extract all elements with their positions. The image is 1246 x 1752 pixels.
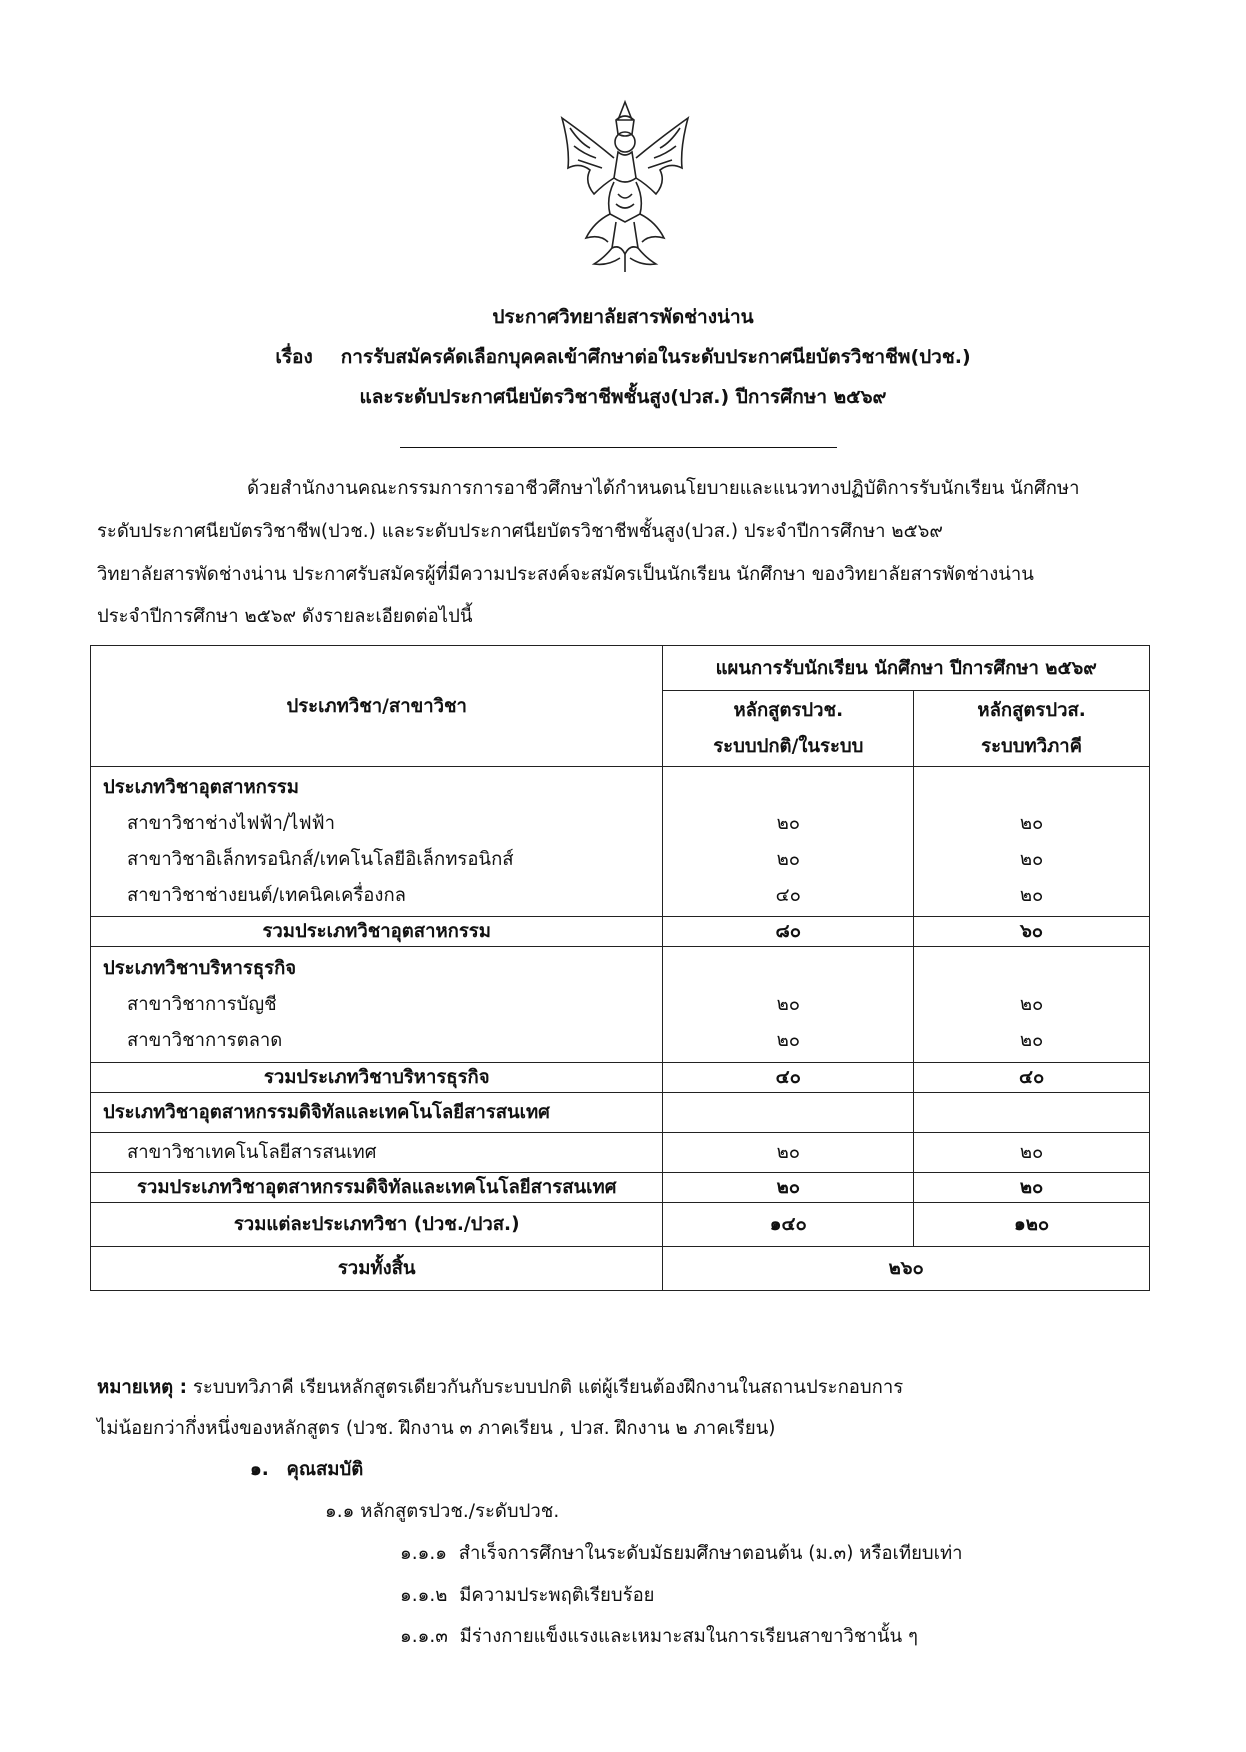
list-item <box>400 1622 918 1651</box>
table-row <box>91 947 1150 1063</box>
col-b-header <box>914 691 1150 767</box>
intro-line-3: วิทยาลัยสารพัดช่างน่าน ประกาศรับสมัครผู้ที่มีความประสงค์จะสมัครเป็นนักเรียน นักศึกษา ของวิทยาลัยสารพัดช่างน่าน <box>97 564 1034 585</box>
col-b-values <box>914 947 1150 1063</box>
table-row <box>91 1133 1150 1173</box>
value-a: ๒๐ <box>776 848 801 870</box>
col-category-header: ประเภทวิชา/สาขาวิชา <box>91 646 663 767</box>
value-b: ๒๐ <box>1019 884 1044 906</box>
total-label: รวมประเภทวิชาอุตสาหกรรม <box>91 917 663 947</box>
subject-line-1 <box>0 342 1246 372</box>
grand-total-value: ๒๖๐ <box>663 1247 1150 1291</box>
intro-text-1: ด้วยสำนักงานคณะกรรมการการอาชีวศึกษาได้กำหนดนโยบายและแนวทางปฏิบัติการรับนักเรียน นักศึกษา <box>247 478 1080 499</box>
value-a: ๔๐ <box>775 884 801 906</box>
col-b-line1: หลักสูตรปวส. <box>977 699 1086 721</box>
total-b: ๒๐ <box>914 1173 1150 1203</box>
title-divider <box>400 447 837 448</box>
group-cell <box>91 767 663 917</box>
col-a-line2: ระบบปกติ/ในระบบ <box>713 735 864 757</box>
item-num: ๑.๑.๓ <box>400 1626 448 1647</box>
value-b: ๒๐ <box>1019 993 1044 1015</box>
table-header-row <box>91 646 1150 691</box>
qualification-heading <box>250 1455 363 1484</box>
empty-cell <box>914 1093 1150 1133</box>
branch-name: สาขาวิชาการบัญชี <box>127 993 277 1015</box>
plan-header: แผนการรับนักเรียน นักศึกษา ปีการศึกษา ๒๕๖๙ <box>663 646 1150 691</box>
intro-line-4: ประจำปีการศึกษา ๒๕๖๙ ดังรายละเอียดต่อไปนี้ <box>97 606 473 627</box>
group-name: ประเภทวิชาอุตสาหกรรมดิจิทัลและเทคโนโลยีสารสนเทศ <box>91 1093 663 1133</box>
table-row-total <box>91 1063 1150 1093</box>
table-row-sum-each <box>91 1203 1150 1247</box>
subject-line-2: และระดับประกาศนียบัตรวิชาชีพชั้นสูง(ปวส.) ปีการศึกษา ๒๕๖๙ <box>359 386 887 408</box>
item-num: ๑.๑.๑ <box>400 1543 447 1564</box>
table-row-total <box>91 1173 1150 1203</box>
intro-line-1 <box>97 470 1197 507</box>
value-a: ๒๐ <box>776 993 801 1015</box>
value-b: ๒๐ <box>1019 1029 1044 1051</box>
grand-total-label: รวมทั้งสิ้น <box>91 1247 663 1291</box>
value-b: ๒๐ <box>1019 848 1044 870</box>
sub-num: ๑.๑ <box>325 1501 355 1522</box>
empty-cell <box>663 1093 914 1133</box>
col-b-values <box>914 767 1150 917</box>
note-label: หมายเหตุ : <box>97 1377 187 1398</box>
group-name: ประเภทวิชาอุตสาหกรรม <box>103 776 299 798</box>
value-b: ๒๐ <box>914 1133 1150 1173</box>
item-num: ๑.๑.๒ <box>400 1585 448 1606</box>
heading-text: คุณสมบัติ <box>286 1459 364 1480</box>
list-item <box>400 1581 655 1610</box>
table-row-total <box>91 917 1150 947</box>
note-text-1: ระบบทวิภาคี เรียนหลักสูตรเดียวกันกับระบบปกติ แต่ผู้เรียนต้องฝึกงานในสถานประกอบการ <box>192 1377 904 1398</box>
subject-text-1: การรับสมัครคัดเลือกบุคคลเข้าศึกษาต่อในระดับประกาศนียบัตรวิชาชีพ(ปวช.) <box>340 346 971 368</box>
sum-each-b: ๑๒๐ <box>914 1203 1150 1247</box>
heading-num: ๑. <box>250 1459 269 1480</box>
total-label: รวมประเภทวิชาอุตสาหกรรมดิจิทัลและเทคโนโลยีสารสนเทศ <box>91 1173 663 1203</box>
list-item <box>400 1539 963 1568</box>
branch-name: สาขาวิชาอิเล็กทรอนิกส์/เทคโนโลยีอิเล็กทรอนิกส์ <box>127 848 514 870</box>
col-a-values <box>663 947 914 1063</box>
group-cell <box>91 947 663 1063</box>
value-a: ๒๐ <box>776 812 801 834</box>
sum-each-a: ๑๔๐ <box>663 1203 914 1247</box>
value-a: ๒๐ <box>663 1133 914 1173</box>
branch-name: สาขาวิชาการตลาด <box>127 1029 283 1051</box>
col-a-line1: หลักสูตรปวช. <box>733 699 844 721</box>
branch-name: สาขาวิชาเทคโนโลยีสารสนเทศ <box>91 1133 663 1173</box>
garuda-emblem-icon <box>550 98 700 276</box>
note-line-2: ไม่น้อยกว่ากึ่งหนึ่งของหลักสูตร (ปวช. ฝึกงาน ๓ ภาคเรียน , ปวส. ฝึกงาน ๒ ภาคเรียน) <box>97 1418 776 1439</box>
col-a-values <box>663 767 914 917</box>
table-row-grand-total <box>91 1247 1150 1291</box>
org-title: ประกาศวิทยาลัยสารพัดช่างน่าน <box>492 306 754 328</box>
total-a: ๒๐ <box>663 1173 914 1203</box>
total-label: รวมประเภทวิชาบริหารธุรกิจ <box>91 1063 663 1093</box>
table-row <box>91 1093 1150 1133</box>
total-a: ๘๐ <box>663 917 914 947</box>
subject-label: เรื่อง <box>275 346 313 368</box>
note-line-1 <box>97 1373 1197 1402</box>
col-a-header <box>663 691 914 767</box>
group-name: ประเภทวิชาบริหารธุรกิจ <box>103 957 297 979</box>
intro-line-2: ระดับประกาศนียบัตรวิชาชีพ(ปวช.) และระดับประกาศนียบัตรวิชาชีพชั้นสูง(ปวส.) ประจำปีการศึกษา ๒๕๖๙ <box>97 521 943 542</box>
total-a: ๔๐ <box>663 1063 914 1093</box>
item-text: มีความประพฤติเรียบร้อย <box>459 1585 655 1606</box>
item-text: มีร่างกายแข็งแรงและเหมาะสมในการเรียนสาขาวิชานั้น ๆ <box>459 1626 918 1647</box>
qualification-sub <box>325 1497 559 1526</box>
value-b: ๒๐ <box>1019 812 1044 834</box>
sum-each-label: รวมแต่ละประเภทวิชา (ปวช./ปวส.) <box>91 1203 663 1247</box>
branch-name: สาขาวิชาช่างไฟฟ้า/ไฟฟ้า <box>127 812 336 834</box>
branch-name: สาขาวิชาช่างยนต์/เทคนิคเครื่องกล <box>127 884 406 906</box>
value-a: ๒๐ <box>776 1029 801 1051</box>
sub-text: หลักสูตรปวช./ระดับปวช. <box>360 1501 560 1522</box>
col-b-line2: ระบบทวิภาคี <box>981 735 1083 757</box>
table-row <box>91 767 1150 917</box>
total-b: ๔๐ <box>914 1063 1150 1093</box>
admission-plan-table <box>90 645 1150 1291</box>
total-b: ๖๐ <box>914 917 1150 947</box>
item-text: สำเร็จการศึกษาในระดับมัธยมศึกษาตอนต้น (ม.๓) หรือเทียบเท่า <box>458 1543 963 1564</box>
